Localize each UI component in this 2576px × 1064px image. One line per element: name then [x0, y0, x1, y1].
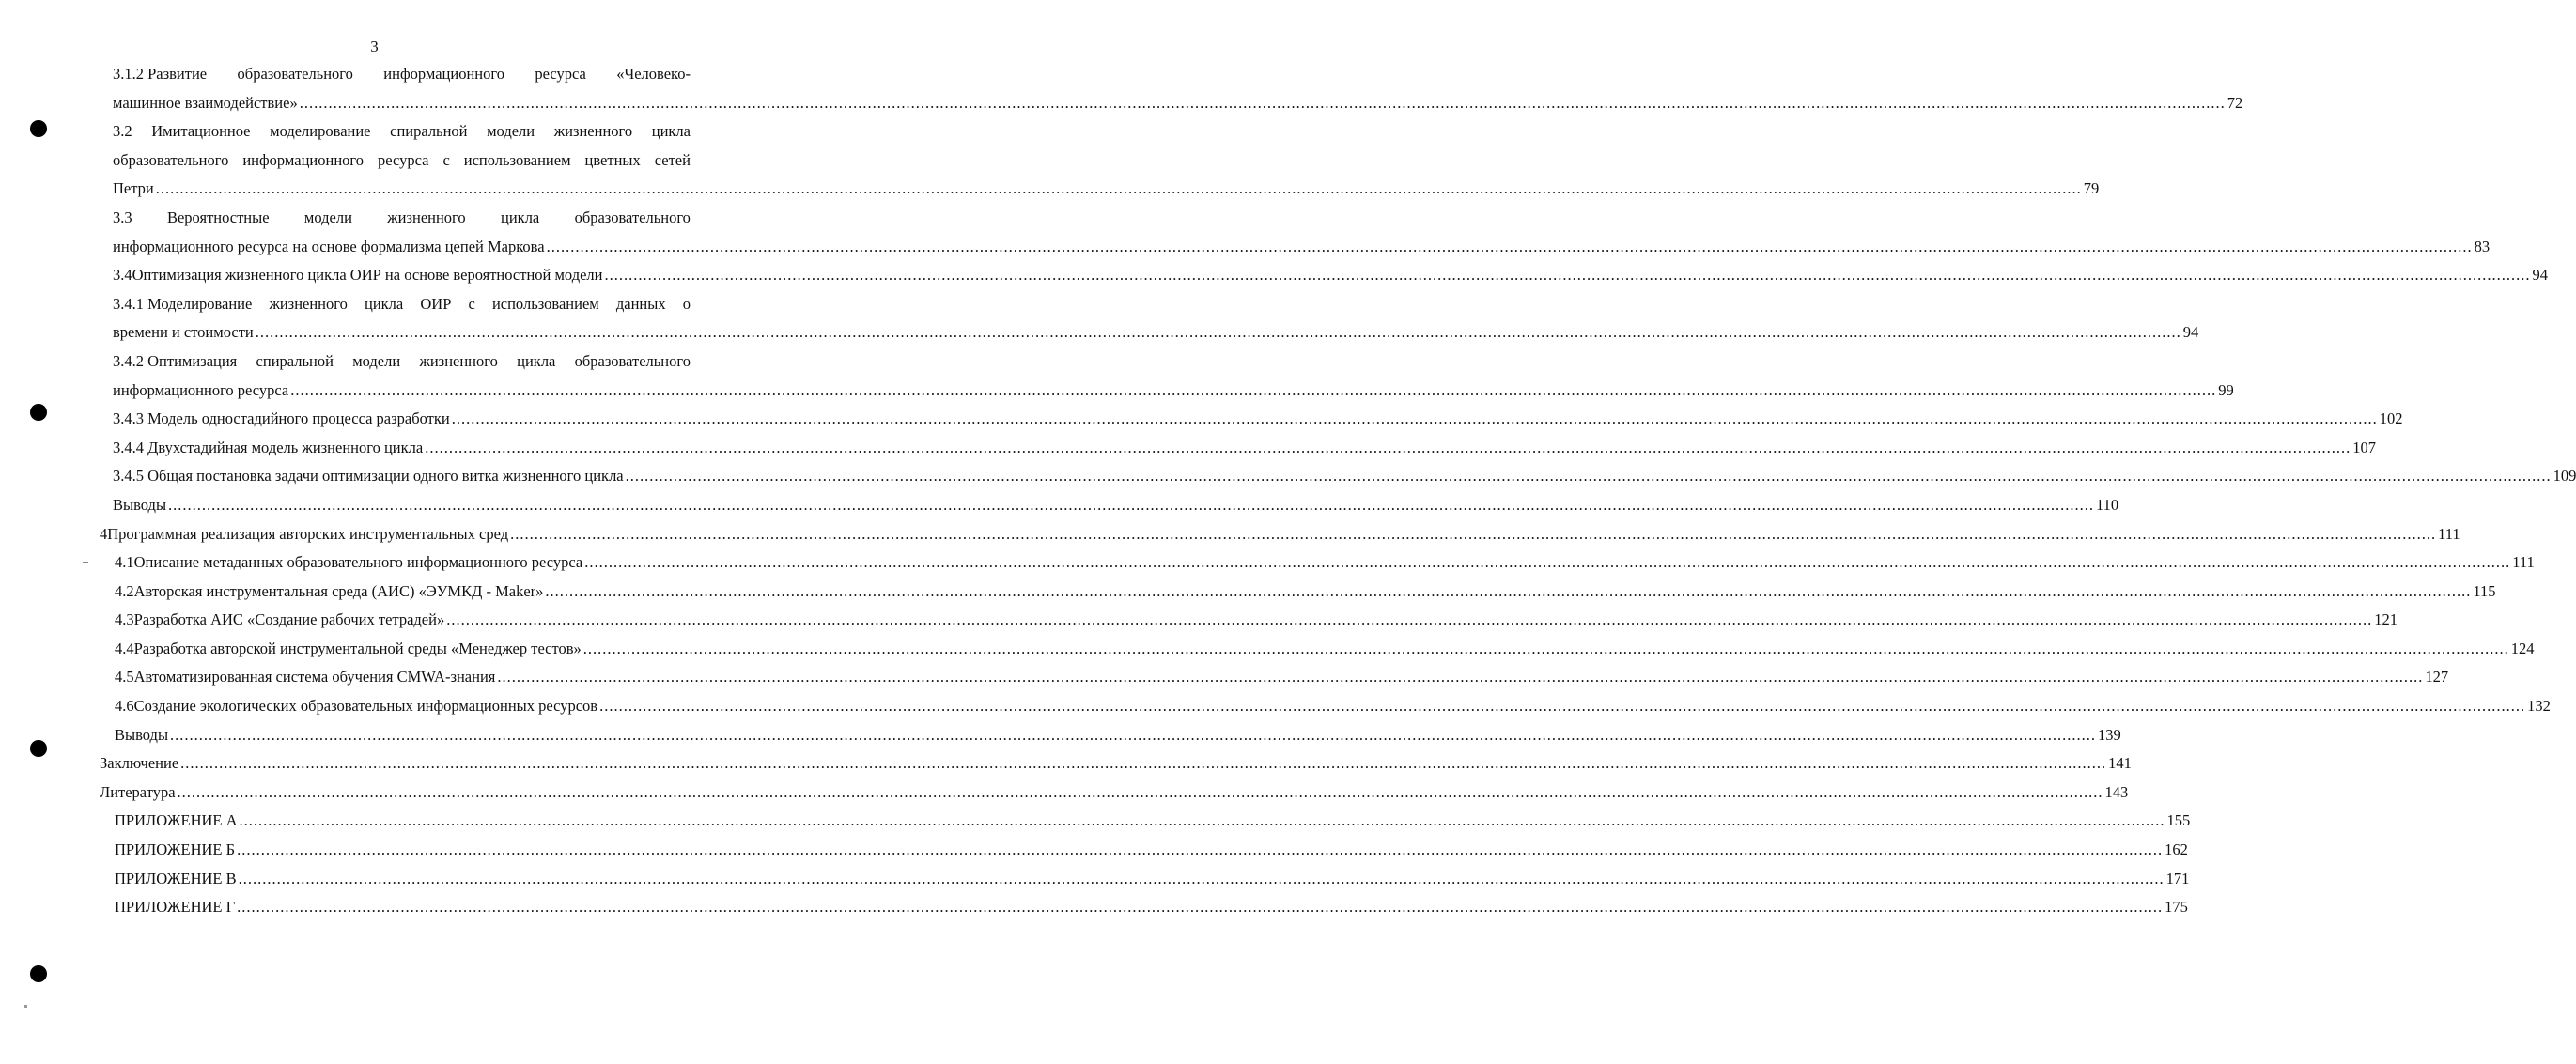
toc-entry[interactable]: [113, 377, 2234, 406]
toc-leader-dots: ................................................................................................................................................................................................................................................................................................................................................................................................................: [584, 553, 2511, 572]
toc-word: цикла: [501, 208, 540, 226]
toc-entry[interactable]: [115, 578, 2496, 607]
toc-leader-dots: ................................................................................................................................................................................................................................................................................................................................................................................................................: [599, 697, 2526, 716]
toc-entry[interactable]: [115, 721, 2121, 750]
toc-word: спиральной: [390, 122, 468, 141]
toc-line: [0, 893, 2188, 922]
toc-leader-dots: ................................................................................................................................................................................................................................................................................................................................................................................................................: [425, 438, 2351, 456]
toc-entry-title: времени и стоимости: [113, 323, 254, 342]
toc-entry-title: Авторская инструментальная среда (АИС) «ЭУМКД - Maker»: [133, 581, 544, 600]
toc-entry[interactable]: [100, 749, 2132, 779]
toc-entry-title: 3.4.4 Двухстадийная модель жизненного цикла: [113, 438, 424, 456]
toc-word: «Человеко-: [616, 65, 691, 83]
toc-line: [0, 434, 2376, 463]
toc-entry[interactable]: [113, 405, 2403, 434]
toc-word: образовательного: [574, 351, 691, 370]
toc-leader-dots: ................................................................................................................................................................................................................................................................................................................................................................................................................: [168, 495, 2095, 514]
toc-line: [0, 290, 749, 319]
toc-entry[interactable]: [115, 663, 2449, 692]
toc-entry-number: 4.6: [115, 697, 134, 716]
toc-line: [0, 635, 2535, 664]
toc-leader-dots: ................................................................................................................................................................................................................................................................................................................................................................................................................: [497, 668, 2424, 686]
toc-entry-title: Создание экологических образовательных информационных ресурсов: [133, 697, 598, 716]
toc-line: [0, 606, 2398, 635]
toc-page-number: 110: [2096, 495, 2119, 514]
toc-word: использованием: [491, 294, 599, 313]
toc-entry-title: ПРИЛОЖЕНИЕ А: [115, 811, 238, 830]
toc-line: [0, 520, 2460, 549]
toc-entry[interactable]: [113, 434, 2376, 463]
toc-leader-dots: ................................................................................................................................................................................................................................................................................................................................................................................................................: [155, 179, 2082, 198]
toc-line: [0, 405, 2403, 434]
toc-word: жизненного: [269, 294, 348, 313]
toc-entry[interactable]: [115, 893, 2188, 922]
toc-leader-dots: ................................................................................................................................................................................................................................................................................................................................................................................................................: [446, 610, 2373, 629]
toc-entry-number: 3.4: [113, 266, 132, 285]
toc-leader-dots: ................................................................................................................................................................................................................................................................................................................................................................................................................: [545, 581, 2472, 600]
toc-word: образовательного: [237, 65, 353, 83]
toc-page-number: 72: [2227, 93, 2243, 112]
toc-line: [0, 548, 2535, 578]
toc-entry-number: 4.1: [115, 553, 134, 572]
toc-line: [0, 749, 2132, 779]
toc-entry-number: 4.4: [115, 639, 134, 657]
toc-entry[interactable]: [115, 692, 2551, 721]
toc-word: модели: [487, 122, 535, 141]
toc-word: образовательного: [574, 208, 691, 226]
toc-page-number: 121: [2374, 610, 2398, 629]
toc-justified-text: [113, 117, 691, 146]
toc-entry-title: Выводы: [113, 495, 167, 514]
toc-word: Имитационное: [151, 122, 251, 141]
toc-word: Вероятностные: [166, 208, 270, 226]
toc-page-number: 79: [2083, 179, 2100, 198]
toc-page-number: 127: [2425, 668, 2449, 686]
toc-entry[interactable]: [115, 635, 2535, 664]
toc-word: модели: [303, 208, 352, 226]
toc-word: спиральной: [256, 351, 334, 370]
toc-line: [0, 89, 2243, 118]
toc-entry[interactable]: [113, 462, 2576, 491]
toc-entry-title: Автоматизированная система обучения CMWA-знания: [133, 668, 496, 686]
toc-leader-dots: ................................................................................................................................................................................................................................................................................................................................................................................................................: [180, 754, 2107, 773]
toc-entry-title: Описание метаданных образовательного информационного ресурса: [133, 553, 583, 572]
toc-word: информационного: [383, 65, 504, 83]
toc-line: [0, 233, 2491, 262]
toc-entry[interactable]: [115, 865, 2190, 894]
toc-entry-number: 4.3: [115, 610, 134, 629]
toc-justified-text: [113, 290, 691, 319]
toc-word: образовательного: [113, 150, 229, 169]
toc-entry-title: ПРИЛОЖЕНИЕ В: [115, 869, 237, 887]
toc-word: 3.4.1 Моделирование: [113, 294, 253, 313]
toc-page-number: 143: [2104, 782, 2129, 801]
toc-entry[interactable]: [113, 175, 2100, 204]
toc-line: [0, 578, 2496, 607]
toc-entry[interactable]: [113, 491, 2119, 520]
toc-word: о: [682, 294, 691, 313]
toc-entry-title: ПРИЛОЖЕНИЕ Г: [115, 898, 236, 917]
toc-line: [0, 491, 2119, 520]
toc-line: [0, 865, 2190, 894]
toc-leader-dots: ................................................................................................................................................................................................................................................................................................................................................................................................................: [582, 639, 2509, 657]
toc-justified-text: [113, 347, 691, 377]
toc-page-number: 94: [2182, 323, 2199, 342]
toc-word: использованием: [463, 150, 571, 169]
toc-word: с: [442, 150, 450, 169]
toc-entry-title: Разработка авторской инструментальной среды «Менеджер тестов»: [133, 639, 582, 657]
toc-word: цикла: [517, 351, 556, 370]
toc-page-number: 155: [2166, 811, 2191, 830]
toc-page-number: 83: [2474, 237, 2491, 255]
toc-leader-dots: ................................................................................................................................................................................................................................................................................................................................................................................................................: [510, 524, 2437, 543]
toc-entry-title: Петри: [113, 179, 154, 198]
toc-line: [0, 663, 2449, 692]
toc-page-number: 107: [2352, 438, 2376, 456]
toc-entry[interactable]: [115, 606, 2398, 635]
toc-leader-dots: ................................................................................................................................................................................................................................................................................................................................................................................................................: [625, 467, 2552, 486]
toc-word: жизненного: [553, 122, 633, 141]
toc-leader-dots: ................................................................................................................................................................................................................................................................................................................................................................................................................: [299, 93, 2226, 112]
toc-page-number: 109: [2553, 467, 2576, 486]
toc-entry-title: информационного ресурса: [113, 380, 289, 399]
toc-entry-title: 3.4.3 Модель одностадийного процесса разработки: [113, 409, 450, 428]
toc-entry[interactable]: [113, 261, 2548, 290]
toc-leader-dots: ................................................................................................................................................................................................................................................................................................................................................................................................................: [290, 380, 2217, 399]
toc-entry-title: Разработка АИС «Создание рабочих тетрадей»: [133, 610, 445, 629]
toc-entry-title: Выводы: [115, 725, 169, 744]
toc-word: ресурса: [378, 150, 429, 169]
toc-leader-dots: ................................................................................................................................................................................................................................................................................................................................................................................................................: [237, 840, 2164, 859]
toc-line: [0, 204, 749, 233]
toc-entry-title: Заключение: [100, 754, 179, 773]
toc-leader-dots: ................................................................................................................................................................................................................................................................................................................................................................................................................: [177, 782, 2103, 801]
toc-word: 3.1.2 Развитие: [113, 65, 208, 83]
toc-entry-number: 4.2: [115, 581, 134, 600]
toc-entry[interactable]: [100, 779, 2129, 808]
toc-page-number: 111: [2438, 524, 2460, 543]
toc-page-number: 132: [2527, 697, 2551, 716]
toc-leader-dots: ................................................................................................................................................................................................................................................................................................................................................................................................................: [604, 266, 2531, 285]
toc-word: цветных: [584, 150, 641, 169]
toc-entry-title: 3.4.5 Общая постановка задачи оптимизации одного витка жизненного цикла: [113, 467, 624, 486]
toc-entry[interactable]: [113, 233, 2491, 262]
toc-entry-title: ПРИЛОЖЕНИЕ Б: [115, 840, 236, 859]
toc-entry[interactable]: [115, 548, 2535, 578]
toc-entry-number: 4: [100, 524, 108, 543]
toc-entry-title: Программная реализация авторских инструментальных сред: [107, 524, 509, 543]
toc-page-number: 115: [2473, 581, 2496, 600]
toc-line: [0, 836, 2188, 865]
toc-word: данных: [615, 294, 666, 313]
toc-entry-title: Литература: [100, 782, 176, 801]
toc-word: цикла: [365, 294, 404, 313]
toc-entry[interactable]: [113, 318, 2199, 347]
scan-speck: [24, 1005, 27, 1008]
toc-entry-number: 4.5: [115, 668, 134, 686]
toc-word: сетей: [654, 150, 691, 169]
toc-word: с: [468, 294, 475, 313]
table-of-contents: [0, 60, 2576, 922]
toc-entry[interactable]: [100, 520, 2460, 549]
toc-word: ресурса: [535, 65, 586, 83]
toc-leader-dots: ................................................................................................................................................................................................................................................................................................................................................................................................................: [451, 409, 2378, 428]
toc-entry[interactable]: [113, 89, 2243, 118]
toc-page-number: 111: [2512, 553, 2535, 572]
toc-word: 3.2: [113, 122, 132, 141]
toc-entry-title: информационного ресурса на основе формализма цепей Маркова: [113, 237, 545, 255]
toc-line: [0, 462, 2576, 491]
toc-line: [0, 347, 749, 377]
toc-leader-dots: ................................................................................................................................................................................................................................................................................................................................................................................................................: [170, 725, 2097, 744]
toc-page-number: 162: [2165, 840, 2188, 859]
toc-word: жизненного: [387, 208, 466, 226]
toc-entry-title: машинное взаимодействие»: [113, 93, 298, 112]
toc-line: [0, 377, 2234, 406]
toc-word: 3.3: [113, 208, 132, 226]
toc-page-number: 175: [2165, 898, 2188, 917]
punch-hole-mark: [30, 965, 47, 982]
toc-line: [0, 807, 2191, 836]
toc-word: модели: [352, 351, 401, 370]
toc-justified-text: [113, 60, 691, 89]
toc-line: [0, 721, 2121, 750]
toc-line: [0, 692, 2551, 721]
page-number: 3: [370, 38, 379, 55]
toc-entry[interactable]: [115, 836, 2188, 865]
toc-word: ОИР: [420, 294, 452, 313]
toc-page-number: 139: [2098, 725, 2121, 744]
toc-leader-dots: ................................................................................................................................................................................................................................................................................................................................................................................................................: [238, 869, 2165, 887]
toc-word: 3.4.2 Оптимизация: [113, 351, 238, 370]
toc-word: моделирование: [270, 122, 371, 141]
toc-page-number: 102: [2379, 409, 2403, 428]
toc-page-number: 141: [2108, 754, 2132, 773]
toc-page-number: 94: [2532, 266, 2548, 285]
toc-leader-dots: ................................................................................................................................................................................................................................................................................................................................................................................................................: [239, 811, 2165, 830]
toc-line: [0, 117, 749, 146]
toc-line: [0, 175, 2100, 204]
toc-leader-dots: ................................................................................................................................................................................................................................................................................................................................................................................................................: [546, 237, 2473, 255]
toc-line: [0, 779, 2129, 808]
toc-entry[interactable]: [115, 807, 2191, 836]
toc-line: [0, 261, 2548, 290]
toc-page-number: 171: [2165, 869, 2190, 887]
toc-justified-text: [113, 204, 691, 233]
toc-line: [0, 60, 749, 89]
toc-word: жизненного: [419, 351, 498, 370]
toc-word: информационного: [242, 150, 365, 169]
toc-line: [0, 318, 2199, 347]
toc-line: [0, 146, 749, 176]
toc-word: цикла: [651, 122, 691, 141]
toc-page-number: 99: [2218, 380, 2234, 399]
toc-entry-title: Оптимизация жизненного цикла ОИР на основе вероятностной модели: [132, 266, 603, 285]
toc-leader-dots: ................................................................................................................................................................................................................................................................................................................................................................................................................: [255, 323, 2181, 342]
toc-justified-text: [113, 146, 691, 176]
toc-leader-dots: ................................................................................................................................................................................................................................................................................................................................................................................................................: [237, 898, 2164, 917]
toc-page-number: 124: [2510, 639, 2535, 657]
